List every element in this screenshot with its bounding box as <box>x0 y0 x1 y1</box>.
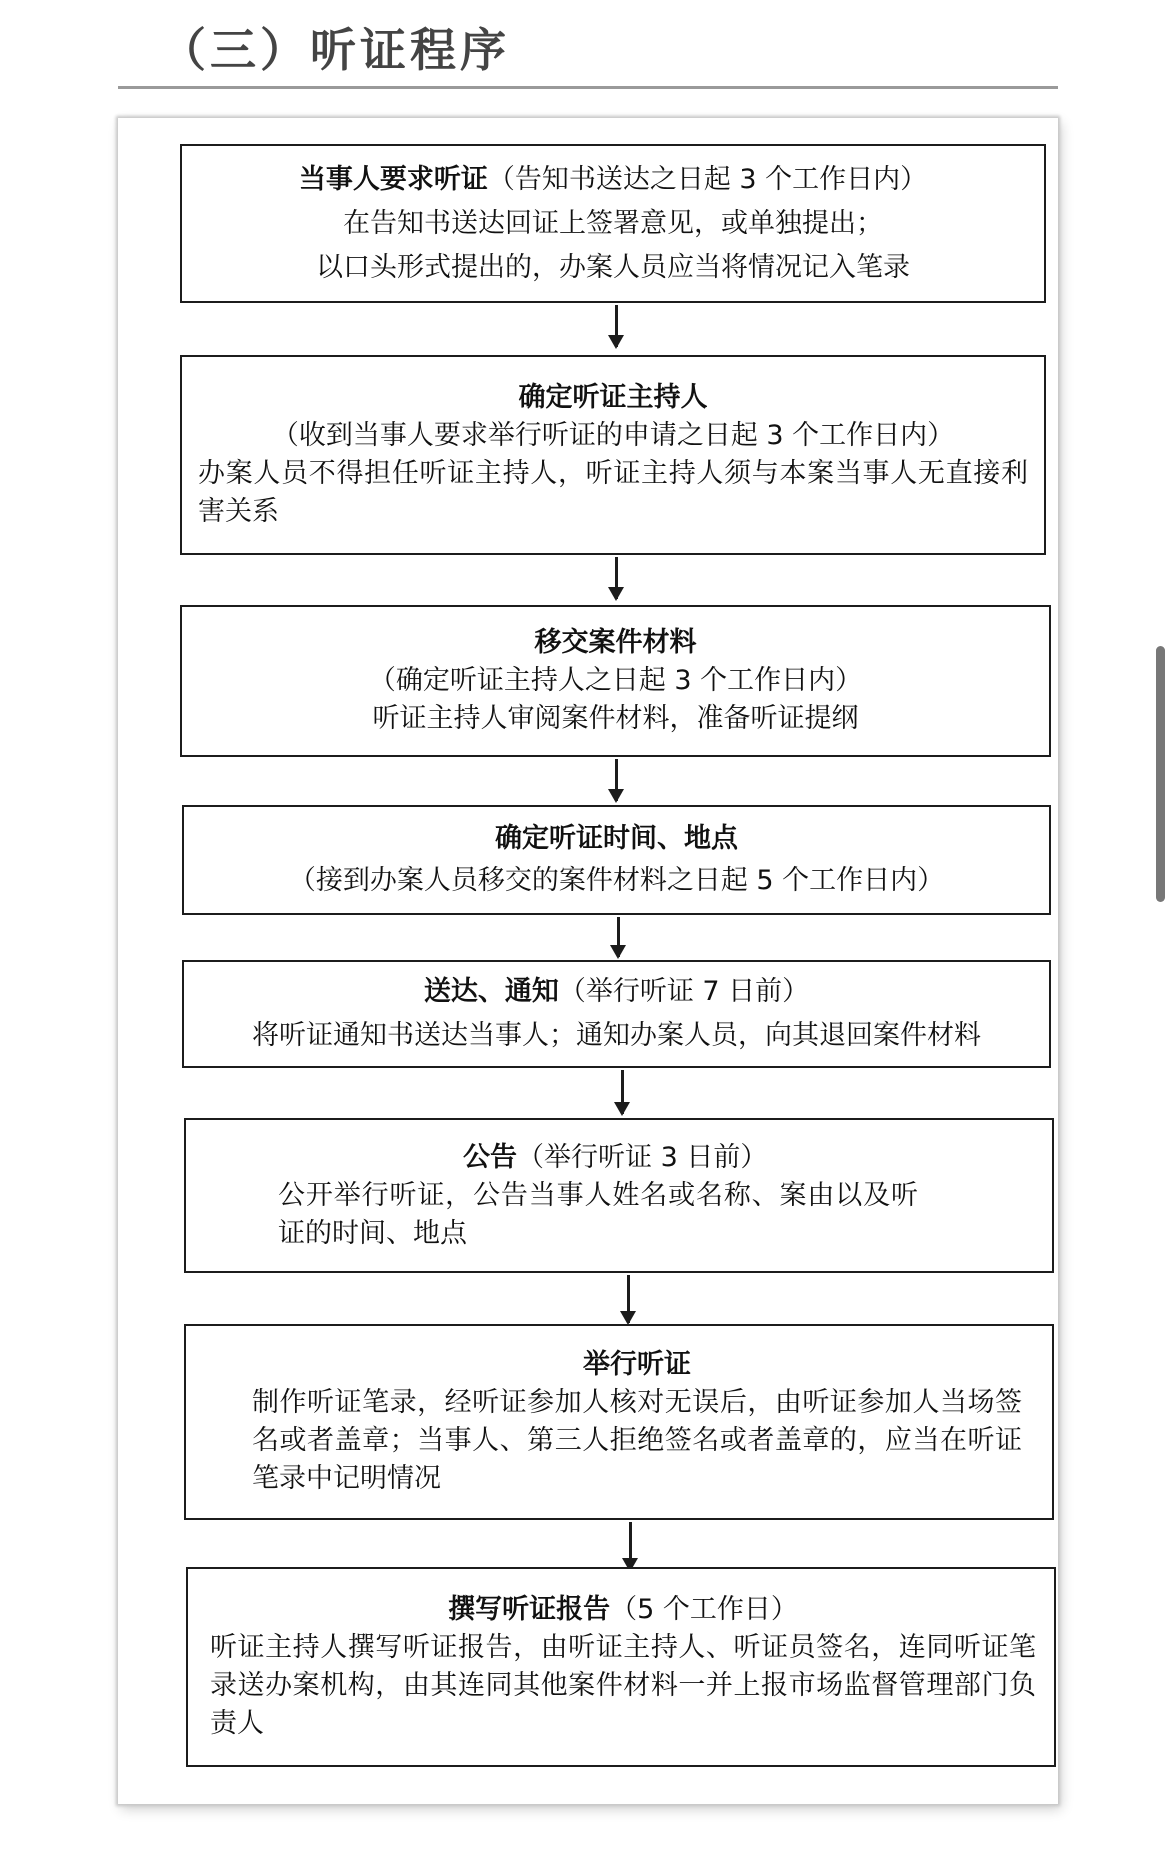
flow-arrow-down <box>617 917 620 957</box>
step-deadline: （确定听证主持人之日起 3 个工作日内） <box>368 665 863 696</box>
step-deadline: （5 个工作日） <box>610 1594 798 1625</box>
step-deadline: （接到办案人员移交的案件材料之日起 5 个工作日内） <box>288 865 945 896</box>
step-heading: 公告 <box>463 1141 517 1173</box>
page-title: （三）听证程序 <box>160 23 510 77</box>
flowchart-sheet <box>118 118 1058 1804</box>
step-detail: 公开举行听证，公告当事人姓名或名称、案由以及听证的时间、地点 <box>278 1179 918 1249</box>
step-request-hearing <box>180 144 1046 303</box>
step-heading: 确定听证时间、地点 <box>495 823 738 854</box>
step-heading: 送达、通知 <box>423 976 559 1007</box>
step-heading: 确定听证主持人 <box>518 382 708 413</box>
step-detail: 以口头形式提出的，办案人员应当将情况记入笔录 <box>316 251 910 283</box>
step-heading: 移交案件材料 <box>534 627 697 658</box>
flow-arrow-down <box>627 1275 630 1323</box>
step-detail: 制作听证笔录，经听证参加人核对无误后，由听证参加人当场签名或者盖章；当事人、第三人拒绝签名或者盖章的，应当在听证笔录中记明情况 <box>252 1387 1022 1494</box>
step-deadline: （举行听证 7 日前） <box>558 976 810 1007</box>
step-detail: 将听证通知书送达当事人；通知办案人员，向其退回案件材料 <box>252 1020 981 1051</box>
flow-arrow-down <box>629 1522 632 1570</box>
step-deadline: （收到当事人要求举行听证的申请之日起 3 个工作日内） <box>271 420 955 451</box>
step-title-line <box>278 1139 1036 1177</box>
step-deadline: （举行听证 3 日前） <box>517 1141 768 1173</box>
step-detail: 在告知书送达回证上签署意见，或单独提出； <box>343 207 883 239</box>
step-detail: 听证主持人审阅案件材料，准备听证提纲 <box>372 703 859 734</box>
step-heading: 举行听证 <box>583 1349 691 1380</box>
flow-arrow-down <box>621 1070 624 1114</box>
flow-arrow-down <box>615 305 618 347</box>
step-hold-hearing <box>184 1324 1054 1520</box>
step-heading: 当事人要求听证 <box>298 163 488 195</box>
step-detail: 听证主持人撰写听证报告，由听证主持人、听证员签名，连同听证笔录送办案机构，由其连同其他案件材料一并上报市场监督管理部门负责人 <box>210 1632 1036 1739</box>
step-title-line <box>200 973 1033 1011</box>
flow-arrow-down <box>615 759 618 801</box>
step-announcement <box>184 1118 1054 1273</box>
title-divider <box>118 86 1058 89</box>
step-write-report <box>186 1567 1056 1767</box>
step-set-time-place <box>182 805 1051 915</box>
scrollbar-thumb[interactable] <box>1156 646 1165 902</box>
step-heading: 撰写听证报告 <box>448 1594 611 1625</box>
step-transfer-materials <box>180 605 1051 757</box>
step-deadline: （告知书送达之日起 3 个工作日内） <box>487 163 928 195</box>
step-detail: 办案人员不得担任听证主持人，听证主持人须与本案当事人无直接利害关系 <box>198 458 1028 527</box>
step-appoint-host <box>180 355 1046 555</box>
step-deliver-notify <box>182 960 1051 1068</box>
step-title-line <box>200 161 1026 199</box>
flow-arrow-down <box>615 557 618 599</box>
step-title-line <box>210 1591 1036 1629</box>
